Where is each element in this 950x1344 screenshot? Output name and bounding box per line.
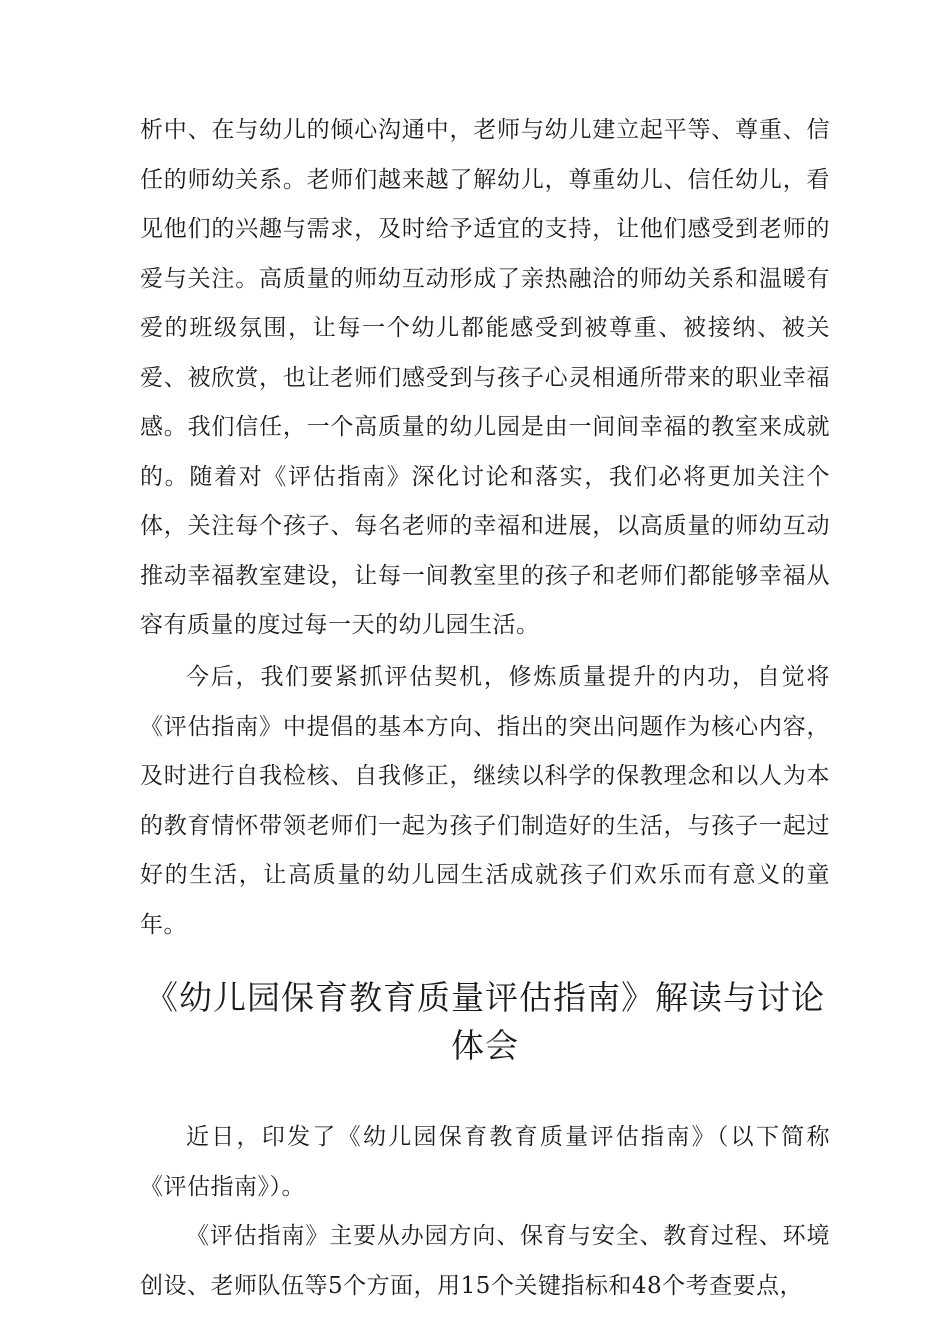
body-paragraph-intro: 近日，印发了《幼儿园保育教育质量评估指南》（以下简称《评估指南》）。 — [140, 1124, 830, 1200]
body-paragraph-overview: 《评估指南》主要从办园方向、保育与安全、教育过程、环境创设、老师队伍等5个方面，用15个关键指标和48个考查要点， — [140, 1223, 830, 1299]
body-paragraph-outlook: 今后，我们要紧抓评估契机，修炼质量提升的内功，自觉将《评估指南》中提倡的基本方向、指出的突出问题作为核心内容，及时进行自我检核、自我修正，继续以科学的保教理念和以人为本的教育情怀带领老师们一起为孩子们制造好的生活，与孩子一起过好的生活，让高质量的幼儿园生活成就孩子们欢乐而有意义的童年。 — [140, 664, 830, 938]
document-title: 《幼儿园保育教育质量评估指南》解读与讨论体会 — [145, 978, 825, 1065]
body-paragraph-continued: 析中、在与幼儿的倾心沟通中，老师与幼儿建立起平等、尊重、信任的师幼关系。老师们越来越了解幼儿，尊重幼儿、信任幼儿，看见他们的兴趣与需求，及时给予适宜的支持，让他们感受到老师的爱与关注。高质量的师幼互动形成了亲热融洽的师幼关系和温暖有爱的班级氛围，让每一个幼儿都能感受到被尊重、被接纳、被关爱、被欣赏，也让老师们感受到与孩子心灵相通所带来的职业幸福感。我们信任，一个高质量的幼儿园是由一间间幸福的教室来成就的。随着对《评估指南》深化讨论和落实，我们必将更加关注个体，关注每个孩子、每名老师的幸福和进展，以高质量的师幼互动推动幸福教室建设，让每一间教室里的孩子和老师们都能够幸福从容有质量的度过每一天的幼儿园生活。 — [140, 117, 830, 638]
